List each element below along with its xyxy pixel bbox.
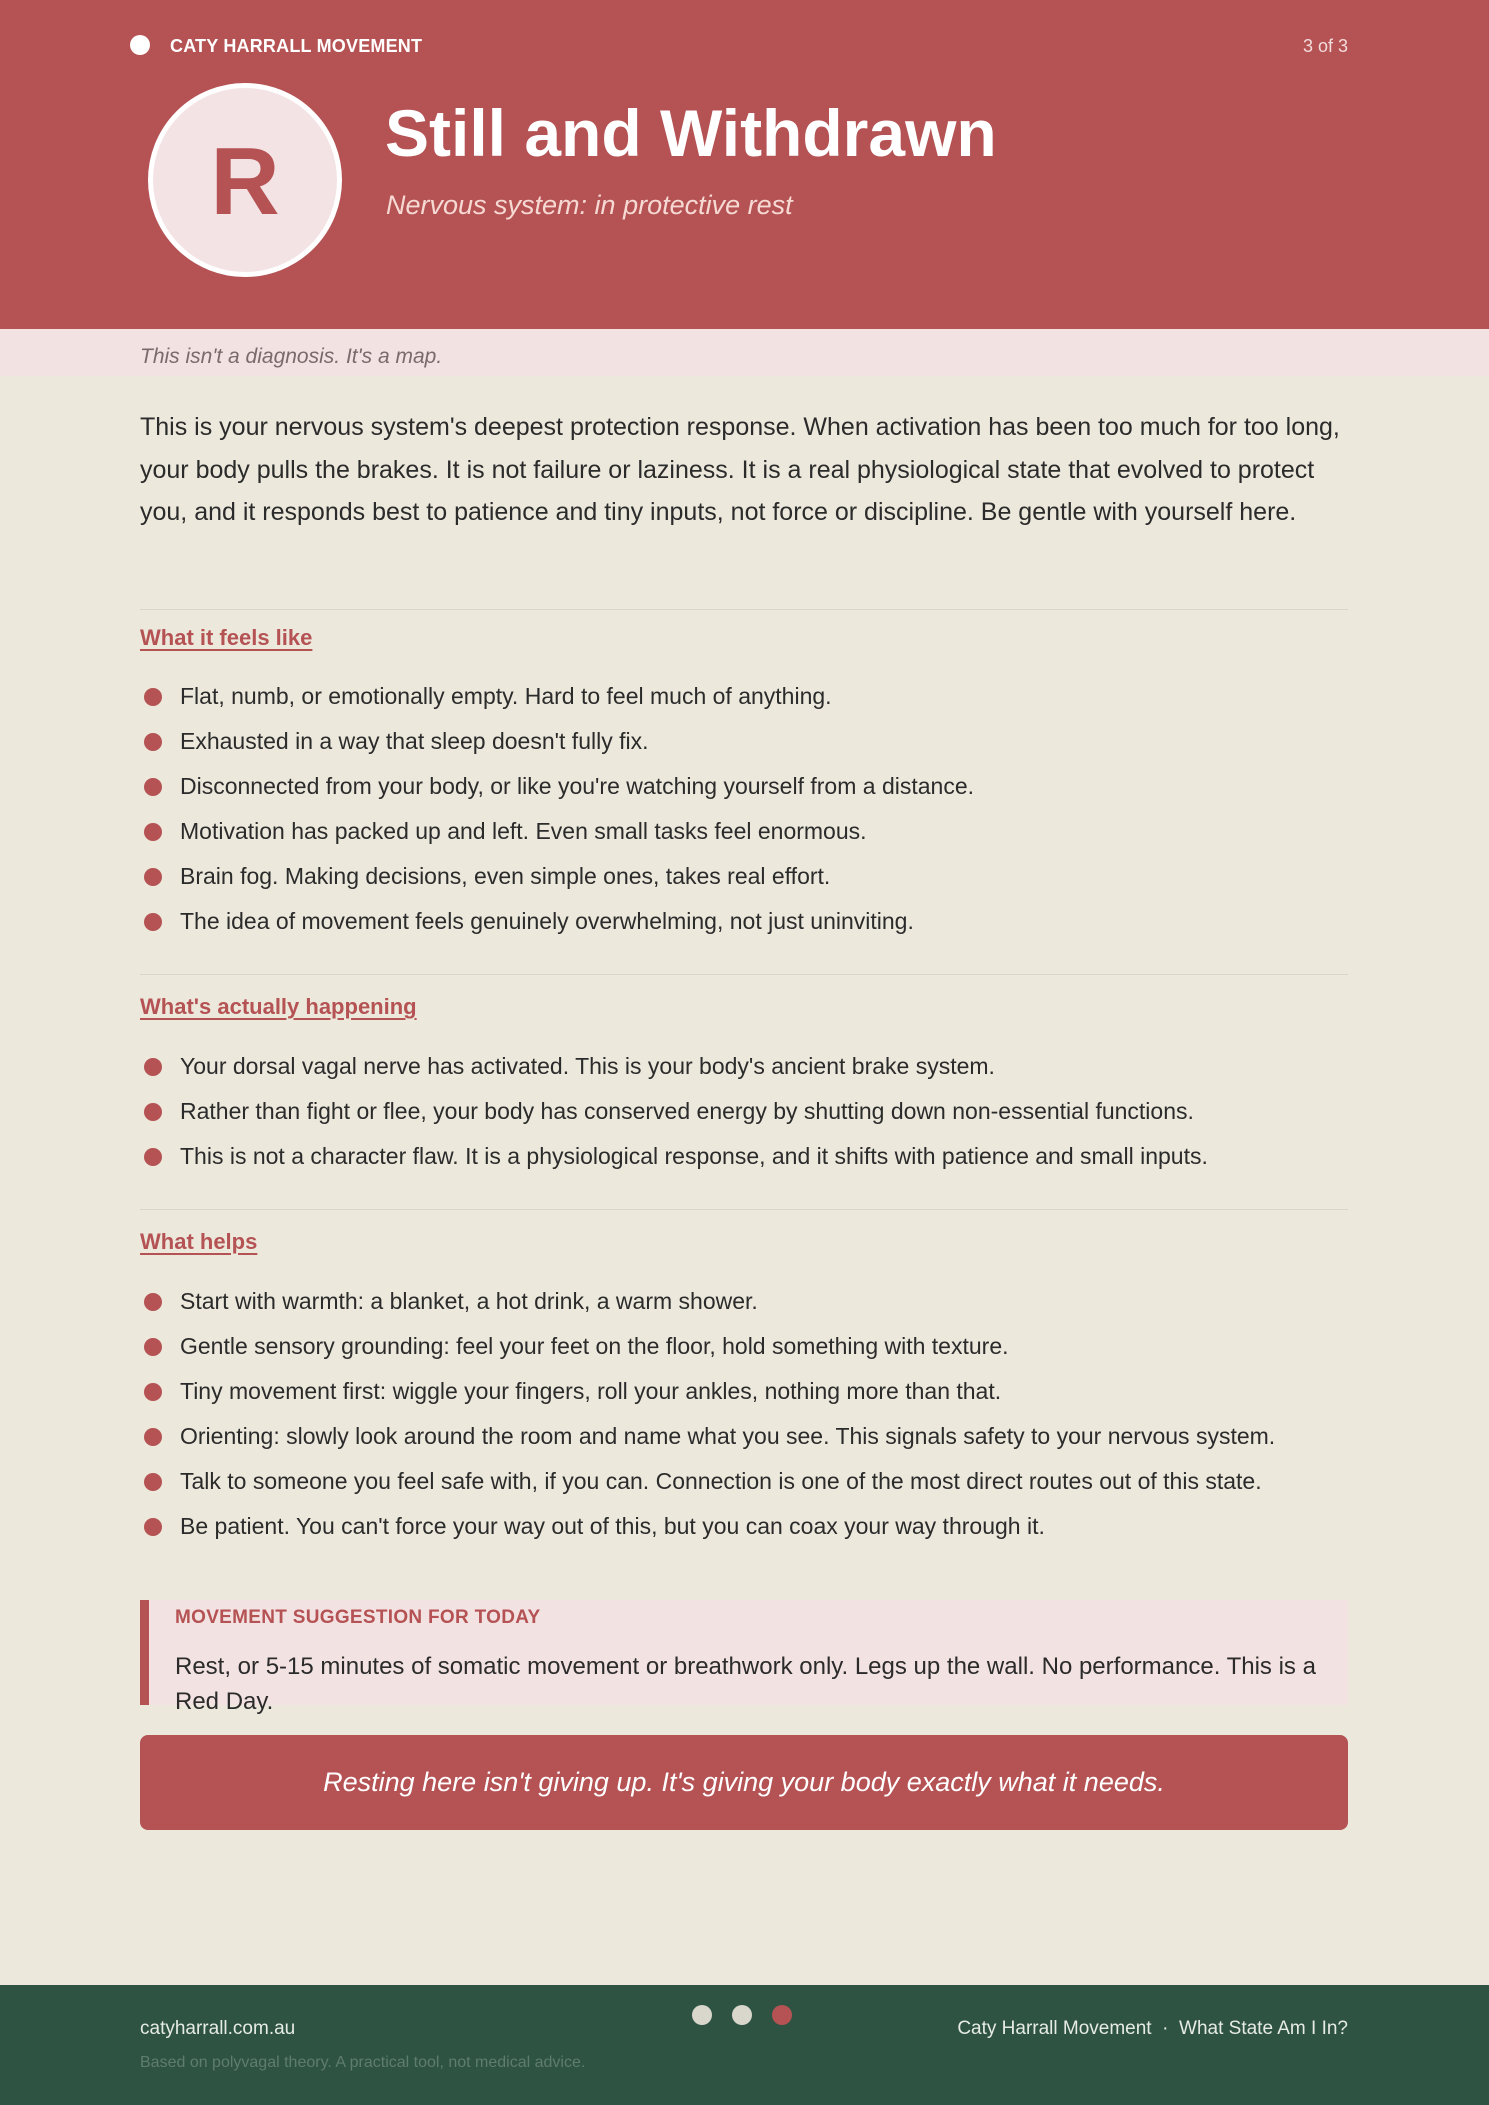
footer-website-link[interactable]: catyharrall.com.au [140,2018,296,2039]
disclaimer: This isn't a diagnosis. It's a map. [140,345,443,368]
page-dot-active-icon [772,2005,792,2025]
whats-happening-list [140,1051,1360,1186]
section-divider [140,974,1348,975]
section-heading-feels-like: What it feels like [140,625,313,650]
list-item: The idea of movement feels genuinely overwhelming, not just uninviting. [140,906,1360,951]
intro-paragraph: This is your nervous system's deepest protection response. When activation has been too much for too long, your body pulls the brakes. It is not failure or laziness. It is a real physiological state that evolved to protect you, and it responds best to patience and tiny inputs, not force or discipline. Be gentle with yourself here. [140,413,1340,526]
section-heading-what-helps: What helps [140,1229,258,1254]
footer-note: Based on polyvagal theory. A practical tool, not medical advice. [140,2054,586,2071]
bullet-icon [144,1383,162,1401]
bullet-icon [144,1473,162,1491]
footer-brand-tagline: Caty Harrall Movement · What State Am I In? [957,2018,1348,2039]
bullet-icon [144,913,162,931]
quote-banner [140,1735,1348,1830]
quote-text: Resting here isn't giving up. It's giving your body exactly what it needs. [323,1767,1165,1797]
list-item: Exhausted in a way that sleep doesn't fully fix. [140,726,1360,771]
header [0,0,1489,329]
list-item: Rather than fight or flee, your body has conserved energy by shutting down non-essential functions. [140,1096,1360,1141]
list-item: Motivation has packed up and left. Even small tasks feel enormous. [140,816,1360,861]
page-subtitle: Nervous system: in protective rest [386,190,793,220]
page-dot-icon [692,2005,712,2025]
movement-suggestion-text: Rest, or 5-15 minutes of somatic movement or breathwork only. Legs up the wall. No performance. This is a Red Day. [175,1653,1316,1715]
brand-dot-icon [130,35,150,55]
bullet-icon [144,823,162,841]
page-title: Still and Withdrawn [385,96,997,170]
bullet-icon [144,1428,162,1446]
state-badge [148,83,342,277]
state-badge-letter: R [210,128,280,235]
bullet-icon [144,868,162,886]
what-helps-list [140,1286,1360,1556]
list-item: Flat, numb, or emotionally empty. Hard to feel much of anything. [140,681,1360,726]
list-item: Tiny movement first: wiggle your fingers, roll your ankles, nothing more than that. [140,1376,1360,1421]
bullet-icon [144,733,162,751]
list-item: Brain fog. Making decisions, even simple ones, takes real effort. [140,861,1360,906]
movement-suggestion-label: MOVEMENT SUGGESTION FOR TODAY [175,1607,541,1628]
list-item: Gentle sensory grounding: feel your feet on the floor, hold something with texture. [140,1331,1360,1376]
feels-like-list [140,681,1360,951]
section-divider [140,609,1348,610]
footer [0,1985,1489,2105]
bullet-icon [144,1293,162,1311]
list-item: Your dorsal vagal nerve has activated. This is your body's ancient brake system. [140,1051,1360,1096]
bullet-icon [144,688,162,706]
bullet-icon [144,1103,162,1121]
list-item: Be patient. You can't force your way out of this, but you can coax your way through it. [140,1511,1360,1556]
bullet-icon [144,1058,162,1076]
bullet-icon [144,778,162,796]
section-divider [140,1209,1348,1210]
bullet-icon [144,1338,162,1356]
section-heading-whats-happening: What's actually happening [140,994,417,1019]
list-item: This is not a character flaw. It is a physiological response, and it shifts with patience and small inputs. [140,1141,1360,1186]
list-item: Talk to someone you feel safe with, if you can. Connection is one of the most direct routes out of this state. [140,1466,1360,1511]
list-item: Disconnected from your body, or like you're watching yourself from a distance. [140,771,1360,816]
brand-name: CATY HARRALL MOVEMENT [170,36,423,56]
list-item: Orienting: slowly look around the room and name what you see. This signals safety to your nervous system. [140,1421,1360,1466]
list-item: Start with warmth: a blanket, a hot drink, a warm shower. [140,1286,1360,1331]
page-count: 3 of 3 [1302,36,1348,56]
bullet-icon [144,1518,162,1536]
page-dot-icon [732,2005,752,2025]
bullet-icon [144,1148,162,1166]
